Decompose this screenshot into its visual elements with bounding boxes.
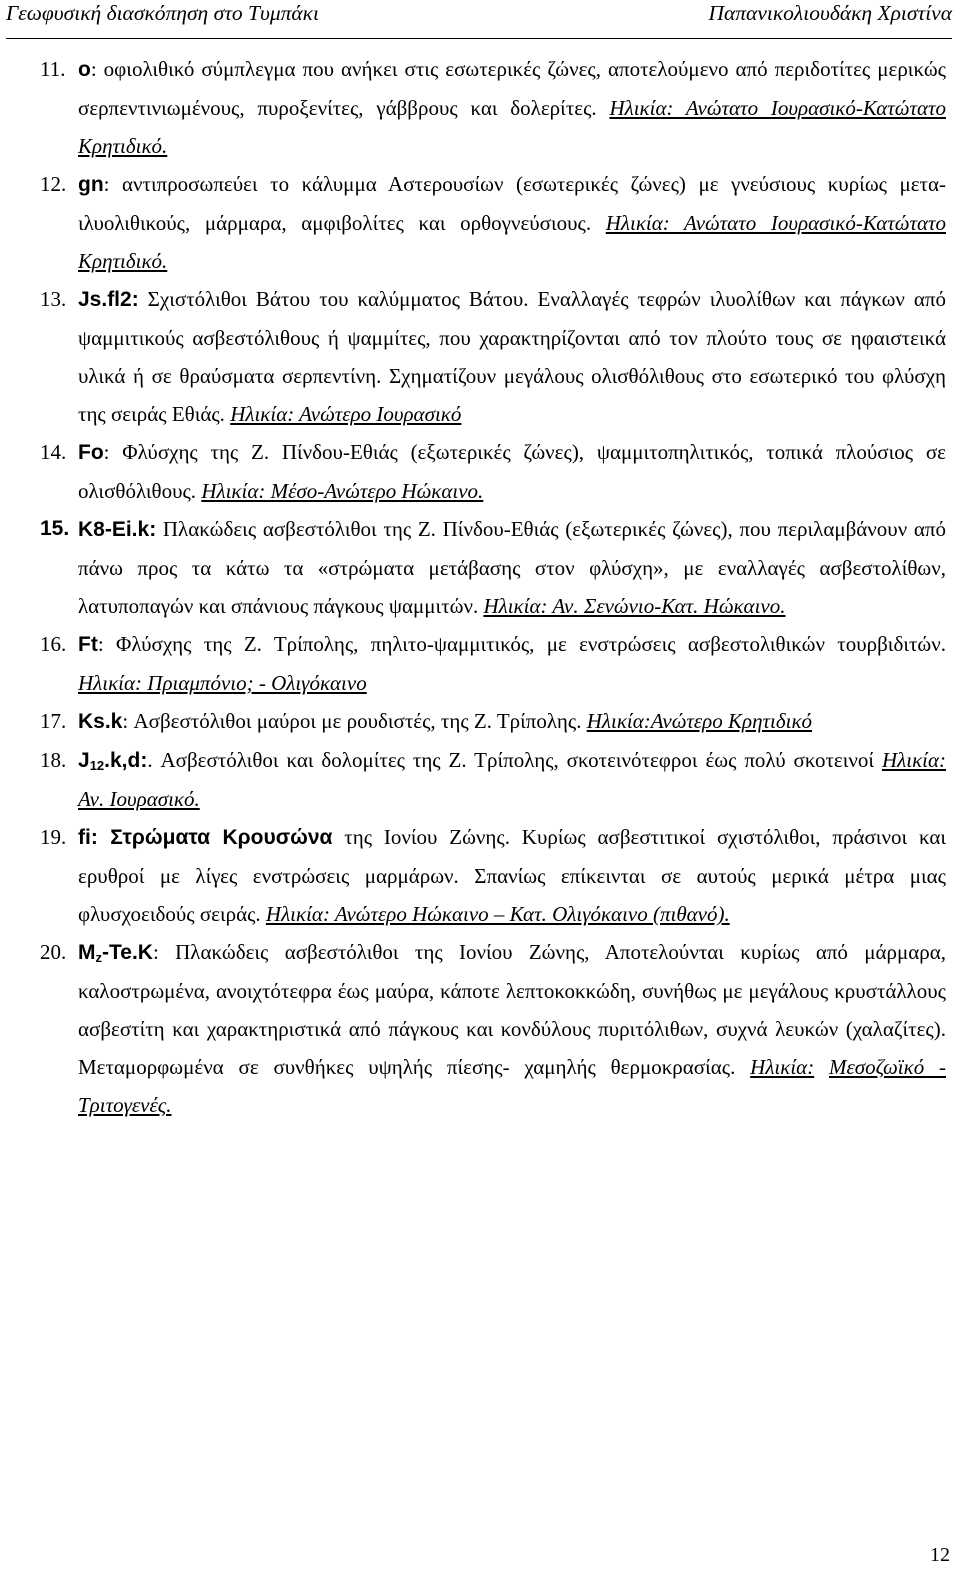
entry-number: 17. [40, 709, 67, 733]
entry-age: Ηλικία: Ανώτερο Ιουρασικό [230, 402, 462, 426]
unit-code-main: J [78, 749, 90, 772]
unit-code: Ft [78, 633, 98, 656]
entry-age: Ηλικία: Μέσο-Ανώτερο Ηώκαινο. [201, 479, 484, 503]
entry-number: 20. [40, 940, 67, 964]
legend-entries [40, 50, 946, 1124]
entry-17 [40, 702, 946, 741]
entry-description: αντιπροσωπεύει το κάλυμμα Αστερουσίων (εσωτερικές ζώνες) με γνεύσιους κυρίως μετα-ιλυολιθικούς, μάρμαρα, αμφιβολίτες και ορθογνεύσιους. [78, 172, 946, 235]
entry-age-label: Ηλικία: [750, 1055, 815, 1079]
entry-description: Ασβεστόλιθοι μαύροι με ρουδιστές, της Ζ. Τρίπολης. [128, 709, 582, 733]
unit-code-main: M [78, 941, 96, 964]
unit-code-tail: -Te.K [102, 941, 153, 964]
entry-age: Ηλικία: Ανώτερο Ηώκαινο – Κατ. Ολιγόκαινο (πιθανό). [265, 902, 730, 926]
entry-age: Ηλικία: Αν. Σενώνιο-Κατ. Ηώκαινο. [483, 594, 786, 618]
header-author-right: Παπανικολιουδάκη Χριστίνα [708, 1, 952, 25]
unit-code: fi: [78, 826, 98, 849]
page-header [6, 0, 952, 39]
entry-age: Ηλικία: Ανώτατο Ιουρασικό-Κατώτατο Κρητιδικό. [78, 96, 946, 158]
entry-body [78, 280, 946, 433]
unit-code: K8-Ei.k: [78, 518, 157, 541]
code-separator: : [103, 440, 110, 464]
entry-13 [40, 280, 946, 433]
entry-number: 16. [40, 632, 67, 656]
entry-20 [40, 933, 946, 1124]
entry-18 [40, 741, 946, 818]
entry-age: Ηλικία:Ανώτερο Κρητιδικό [586, 709, 813, 733]
entry-body [78, 510, 946, 625]
entry-number: 18. [40, 748, 67, 772]
code-separator: : [90, 57, 97, 81]
entry-age: Ηλικία: Ανώτατο Ιουρασικό-Κατώτατο Κρητιδικό. [78, 211, 946, 273]
entry-body [78, 165, 946, 280]
entry-body [78, 933, 946, 1124]
entry-11 [40, 50, 946, 165]
entry-body [78, 702, 946, 741]
page-number: 12 [930, 1544, 950, 1566]
entry-age: Ηλικία: Πριαμπόνιο; - Ολιγόκαινο [78, 671, 367, 695]
unit-code [78, 941, 153, 964]
entry-description: Φλύσχης της Ζ. Πίνδου-Εθιάς (εξωτερικές ζώνες), ψαμμιτοπηλιτικός, τοπικά πλούσιος σε ολισθόλιθους. [78, 440, 946, 503]
code-separator: : [103, 172, 110, 196]
entry-body [78, 818, 946, 933]
entry-number: 12. [40, 172, 67, 196]
entry-description: Πλακώδεις ασβεστόλιθοι της Ζ. Πίνδου-Εθιάς (εξωτερικές ζώνες), που περιλαμβάνουν από πάνω προς τα κάτω τα «στρώματα μετάβασης στον φλύσχη», με εναλλαγές ασβεστολίθων, λατυποπαγών και σπάνιους πάγκους ψαμμιτών. [78, 517, 946, 618]
entry-description: . Ασβεστόλιθοι και δολομίτες της Ζ. Τρίπολης, σκοτεινότεφροι έως πολύ σκοτεινοί [147, 748, 875, 772]
unit-code: o [78, 58, 91, 81]
entry-number: 15. [40, 517, 70, 540]
entry-19 [40, 818, 946, 933]
unit-code: Fo [78, 441, 104, 464]
unit-code-tail: .k,d: [104, 749, 148, 772]
header-title-left: Γεωφυσική διασκόπηση στο Τυμπάκι [6, 1, 319, 25]
formation-name: Στρώματα Κρουσώνα [97, 826, 333, 849]
entry-14 [40, 433, 946, 510]
entry-15 [40, 510, 946, 625]
unit-code-subscript: 12 [89, 758, 105, 773]
entry-body [78, 50, 946, 165]
unit-code: Js.fl2: [78, 288, 139, 311]
entry-body [78, 433, 946, 510]
entry-description: Σχιστόλιθοι Βάτου του καλύμματος Βάτου. Εναλλαγές τεφρών ιλυολίθων και πάγκων από ψαμμιτικούς ασβεστόλιθους ή ψαμμίτες, που χαρακτηρίζονται από τον πλούτο τους σε ηφαιστεικά υλικά ή σε θραύσματα σερπεντίνη. Σχηματίζουν μεγάλους ολισθόλιθους στο εσωτερικό του φλύσχη της σειράς Εθιάς. [78, 287, 946, 426]
entry-number: 13. [40, 287, 67, 311]
entry-number: 14. [40, 440, 67, 464]
code-separator: : [97, 632, 104, 656]
entry-age: Ηλικία: Αν. Ιουρασικό. [78, 748, 946, 811]
entry-number: 11. [40, 57, 66, 81]
unit-code [78, 749, 147, 772]
entry-16 [40, 625, 946, 702]
entry-description: οφιολιθικό σύμπλεγμα που ανήκει στις εσωτερικές ζώνες, αποτελούμενο από περιδοτίτες μερικώς σερπεντινιωμένους, πυροξενίτες, γάββρους και δολερίτες. [78, 57, 946, 120]
entry-age-value: Μεσοζωϊκό - Τριτογενές. [78, 1055, 947, 1117]
entry-description: της Ιονίου Ζώνης. Κυρίως ασβεστιτικοί σχιστόλιθοι, πράσινοι και ερυθροί με λίγες ενστρώσεις μαρμάρων. Σπανίως επίκεινται σε αυτούς μερικά μέτρα μιας φλυσχοειδούς σειράς. [78, 825, 946, 926]
entry-description: Φλύσχης της Ζ. Τρίπολης, πηλιτο-ψαμμιτικός, με ενστρώσεις ασβεστολιθικών τουρβιδιτών. [103, 632, 946, 656]
unit-code-subscript: z [95, 950, 102, 965]
entry-number: 19. [40, 825, 67, 849]
unit-code: gn [78, 173, 104, 196]
entry-12 [40, 165, 946, 280]
unit-code: Ks.k [78, 710, 123, 733]
entry-body [78, 625, 946, 702]
code-separator: : [122, 709, 129, 733]
entry-body [78, 741, 946, 818]
entry-description: : Πλακώδεις ασβεστόλιθοι της Ιονίου Ζώνης, Αποτελούνται κυρίως από μάρμαρα, καλοστρωμένα, ανοιχτότεφρα έως μαύρα, κάποτε λεπτοκοκκώδη, συνήθως με μεγάλους κρυστάλλους ασβεστίτη και χαρακτηριστικά από πάγκους και κονδύλους πυριτόλιθων, συχνά λευκών (χαλαζίτες). Μεταμορφωμένα σε συνθήκες υψηλής πίεσης- χαμηλής θερμοκρασίας. [78, 940, 946, 1079]
